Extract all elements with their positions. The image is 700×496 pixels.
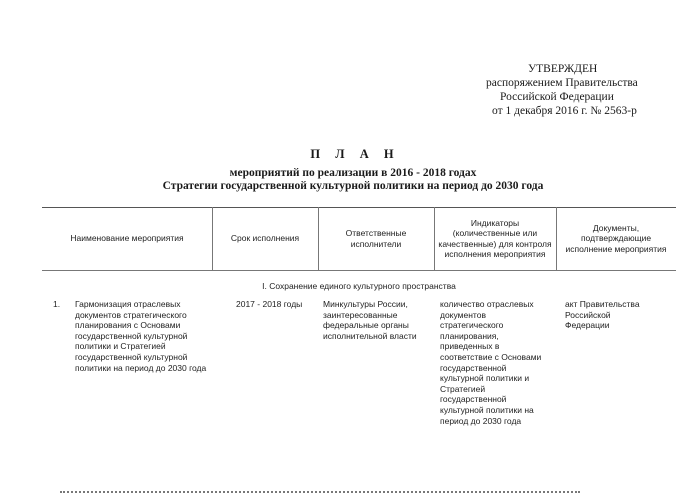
header-indicators: Индикаторы (количественные или качественные) для контроля исполнения мероприятия: [438, 217, 552, 259]
approval-heading: УТВЕРЖДЕН: [528, 63, 598, 75]
approval-date-number: от 1 декабря 2016 г. № 2563-р: [492, 105, 637, 117]
header-deadline: Срок исполнения: [230, 233, 300, 244]
row-number: 1.: [53, 299, 61, 309]
row-indicators: количество отраслевых документов стратегического планирования, приведенных в соответствие с Основами государственной культурной политики и Стратегией государственной культурной политики на период до 2030 года: [440, 299, 542, 426]
subtitle-line-1: мероприятий по реализации в 2016 - 2018 годах: [229, 167, 477, 179]
table-header-bottom-border: [42, 270, 676, 271]
header-executors: Ответственные исполнители: [345, 228, 407, 249]
section-title: I. Сохранение единого культурного пространства: [262, 281, 456, 291]
row-deadline: 2017 - 2018 годы: [236, 299, 303, 309]
subtitle-line-2: Стратегии государственной культурной политики на период до 2030 года: [162, 180, 544, 192]
document-subtitle: [0, 167, 700, 193]
row-documents: акт Правительства Российской Федерации: [565, 299, 640, 331]
row-activity-name: Гармонизация отраслевых документов стратегического планирования с Основами государственной культурной политики и Стратегией государственной культурной политики на период до 2030 года: [75, 299, 207, 373]
approval-authority: распоряжением Правительства: [486, 77, 638, 89]
row-executors: Минкультуры России, заинтересованные федеральные органы исполнительной власти: [323, 299, 417, 341]
approval-country: Российской Федерации: [500, 91, 614, 103]
approval-block: [470, 62, 670, 118]
page-bottom-edge: [60, 491, 580, 496]
header-documents: Документы, подтверждающие исполнение мероприятия: [565, 222, 667, 254]
header-activity-name: Наименование мероприятия: [70, 233, 184, 244]
document-title: П Л А Н: [310, 147, 400, 161]
